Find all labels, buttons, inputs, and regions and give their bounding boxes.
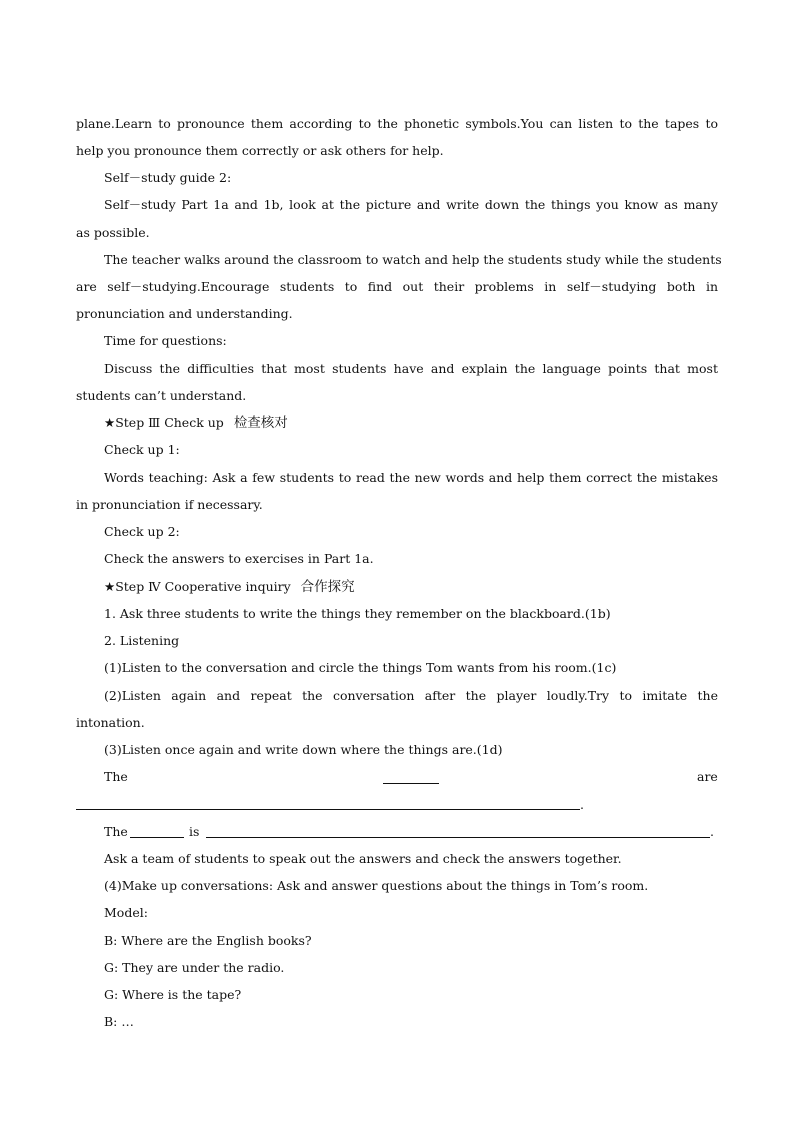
dialogue-line: B: Where are the English books? — [104, 933, 312, 948]
paragraph-line: intonation. — [76, 715, 145, 730]
paragraph-line: Words teaching: Ask a few students to read the new words and help them correct the mistakes — [104, 470, 718, 485]
list-item: (2)Listen again and repeat the conversation after the player loudly.Try to imitate the — [104, 688, 718, 703]
section-label: Model: — [104, 905, 148, 920]
paragraph-line: The teacher walks around the classroom to watch and help the students study while the students — [104, 252, 722, 267]
paragraph-line: plane.Learn to pronounce them according to the phonetic symbols.You can listen to the tapes to — [76, 116, 718, 131]
section-label: Time for questions: — [104, 333, 227, 348]
answer-blank — [383, 783, 439, 784]
step-heading — [104, 414, 718, 432]
step-heading-en: ★Step Ⅳ Cooperative inquiry — [104, 579, 291, 594]
fill-word-is: is — [189, 824, 200, 839]
answer-blank — [130, 837, 184, 838]
paragraph-line: Ask a team of students to speak out the answers and check the answers together. — [104, 851, 622, 866]
section-label: Check up 1: — [104, 442, 180, 457]
answer-blank — [76, 809, 580, 810]
fill-word-are: are — [697, 769, 718, 784]
answer-blank — [206, 837, 710, 838]
fill-period: . — [580, 797, 584, 812]
list-item: (3)Listen once again and write down where the things are.(1d) — [104, 742, 503, 757]
section-label: Check up 2: — [104, 524, 180, 539]
step-heading-cn: 检查核对 — [233, 415, 288, 431]
list-item: 1. Ask three students to write the things they remember on the blackboard.(1b) — [104, 606, 611, 621]
step-heading-cn: 合作探究 — [300, 579, 355, 595]
paragraph-line: students can’t understand. — [76, 388, 247, 403]
paragraph-line: help you pronounce them correctly or ask others for help. — [76, 143, 444, 158]
fill-word-the: The — [104, 824, 128, 839]
paragraph-line: Self－study Part 1a and 1b, look at the picture and write down the things you know as many — [104, 197, 718, 212]
list-item: 2. Listening — [104, 633, 180, 648]
list-item: (4)Make up conversations: Ask and answer questions about the things in Tom’s room. — [104, 878, 649, 893]
fill-word-the: The — [104, 769, 128, 784]
dialogue-line: B: … — [104, 1014, 134, 1029]
step-heading — [104, 578, 718, 596]
paragraph-line: in pronunciation if necessary. — [76, 497, 263, 512]
list-item: (1)Listen to the conversation and circle the things Tom wants from his room.(1c) — [104, 660, 617, 675]
paragraph-line: pronunciation and understanding. — [76, 306, 293, 321]
paragraph-line: Discuss the difficulties that most students have and explain the language points that most — [104, 361, 718, 376]
fill-period: . — [710, 824, 714, 839]
paragraph-line: as possible. — [76, 225, 150, 240]
dialogue-line: G: Where is the tape? — [104, 987, 242, 1002]
dialogue-line: G: They are under the radio. — [104, 960, 285, 975]
step-heading-en: ★Step Ⅲ Check up — [104, 415, 224, 430]
paragraph-line: Check the answers to exercises in Part 1a. — [104, 551, 374, 566]
section-label: Self－study guide 2: — [104, 170, 232, 185]
paragraph-line: are self－studying.Encourage students to find out their problems in self－studying both in — [76, 279, 718, 294]
